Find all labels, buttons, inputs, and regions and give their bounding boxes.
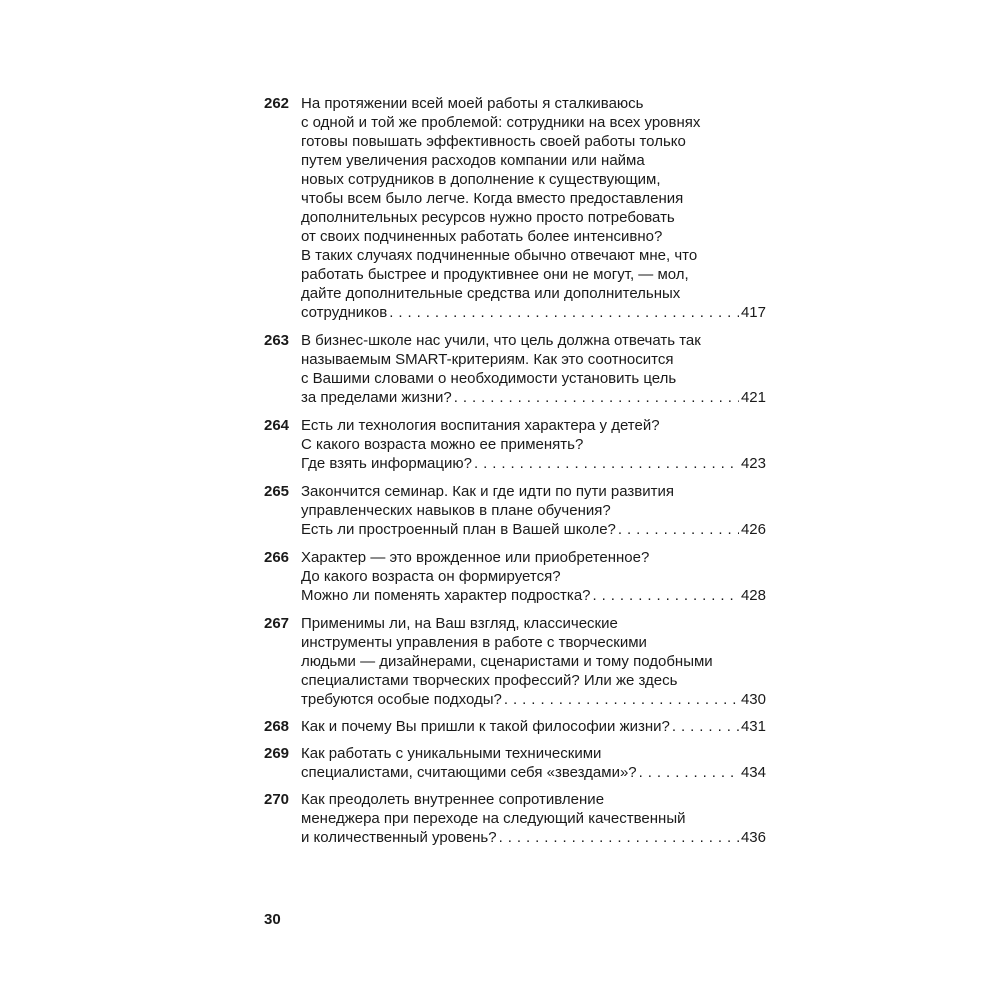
entry-text-line: Можно ли поменять характер подростка? <box>301 587 591 604</box>
entry-text-line: Есть ли простроенный план в Вашей школе? <box>301 521 616 538</box>
entry-page-ref: 436 <box>740 829 766 846</box>
table-of-contents <box>264 94 766 847</box>
entry-text-line: готовы повышать эффективность своей работы только <box>301 133 686 150</box>
entry-number: 263 <box>264 332 290 349</box>
dot-leader <box>618 520 739 539</box>
dot-leader <box>593 586 739 605</box>
entry-page-ref: 430 <box>740 691 766 708</box>
entry-number: 262 <box>264 95 290 112</box>
entry-text-line: До какого возраста он формируется? <box>301 568 561 585</box>
entry-last-line <box>301 690 766 709</box>
entry-page-ref: 426 <box>740 521 766 538</box>
toc-entry-269 <box>264 744 766 782</box>
entry-number: 267 <box>264 615 290 632</box>
entry-text-line: Как работать с уникальными техническими <box>301 745 602 762</box>
entry-last-line <box>301 520 766 539</box>
entry-text-line: С какого возраста можно ее применять? <box>301 436 584 453</box>
entry-text-line: Характер — это врожденное или приобретенное? <box>301 549 650 566</box>
entry-number: 265 <box>264 483 290 500</box>
entry-text-line: Закончится семинар. Как и где идти по пути развития <box>301 483 675 500</box>
entry-number: 270 <box>264 791 290 808</box>
entry-last-line <box>301 586 766 605</box>
entry-text-line: с одной и той же проблемой: сотрудники на всех уровнях <box>301 114 701 131</box>
entry-text-line: чтобы всем было легче. Когда вместо предоставления <box>301 190 684 207</box>
entry-page-ref: 421 <box>740 389 766 406</box>
entry-page-ref: 428 <box>740 587 766 604</box>
entry-text-line: путем увеличения расходов компании или найма <box>301 152 645 169</box>
entry-text-line: инструменты управления в работе с творческими <box>301 634 647 651</box>
toc-entry-267 <box>264 614 766 709</box>
entry-number: 269 <box>264 745 290 762</box>
entry-number: 268 <box>264 718 290 735</box>
toc-entry-263 <box>264 331 766 407</box>
entry-last-line <box>301 717 766 736</box>
entry-text-line: Как и почему Вы пришли к такой философии жизни? <box>301 718 670 735</box>
entry-page-ref: 434 <box>740 764 766 781</box>
entry-text-line: дополнительных ресурсов нужно просто потребовать <box>301 209 675 226</box>
entry-text-line: Где взять информацию? <box>301 455 472 472</box>
entry-text-line: менеджера при переходе на следующий качественный <box>301 810 686 827</box>
entry-text-line: от своих подчиненных работать более интенсивно? <box>301 228 663 245</box>
entry-page-ref: 431 <box>740 718 766 735</box>
entry-text-line: с Вашими словами о необходимости установить цель <box>301 370 677 387</box>
entry-number: 264 <box>264 417 290 434</box>
entry-text-line: специалистами творческих профессий? Или же здесь <box>301 672 678 689</box>
entry-page-ref: 417 <box>740 304 766 321</box>
entry-last-line <box>301 388 766 407</box>
dot-leader <box>639 763 739 782</box>
entry-last-line <box>301 454 766 473</box>
entry-text-line: называемым SMART-критериям. Как это соотносится <box>301 351 674 368</box>
entry-page-ref: 423 <box>740 455 766 472</box>
dot-leader <box>499 828 739 847</box>
entry-text-line: людьми — дизайнерами, сценаристами и тому подобными <box>301 653 713 670</box>
dot-leader <box>672 717 739 736</box>
toc-entry-266 <box>264 548 766 605</box>
entry-text-line: На протяжении всей моей работы я сталкиваюсь <box>301 95 644 112</box>
entry-text-line: требуются особые подходы? <box>301 691 502 708</box>
entry-text-line: управленческих навыков в плане обучения? <box>301 502 611 519</box>
dot-leader <box>504 690 739 709</box>
toc-entry-270 <box>264 790 766 847</box>
dot-leader <box>474 454 739 473</box>
entry-text-line: Есть ли технология воспитания характера у детей? <box>301 417 660 434</box>
toc-entry-264 <box>264 416 766 473</box>
entry-text-line: и количественный уровень? <box>301 829 497 846</box>
entry-last-line <box>301 303 766 322</box>
entry-text-line: сотрудников <box>301 304 388 321</box>
entry-last-line <box>301 763 766 782</box>
toc-entry-268 <box>264 717 766 736</box>
entry-text-line: специалистами, считающими себя «звездами»? <box>301 764 637 781</box>
entry-text-line: дайте дополнительные средства или дополнительных <box>301 285 681 302</box>
entry-text-line: В бизнес-школе нас учили, что цель должна отвечать так <box>301 332 701 349</box>
toc-entry-262 <box>264 94 766 322</box>
entry-text-line: В таких случаях подчиненные обычно отвечают мне, что <box>301 247 698 264</box>
entry-last-line <box>301 828 766 847</box>
entry-text-line: за пределами жизни? <box>301 389 452 406</box>
entry-text-line: Применимы ли, на Ваш взгляд, классические <box>301 615 618 632</box>
dot-leader <box>454 388 739 407</box>
entry-text-line: новых сотрудников в дополнение к существующим, <box>301 171 661 188</box>
entry-text-line: Как преодолеть внутреннее сопротивление <box>301 791 605 808</box>
entry-number: 266 <box>264 549 290 566</box>
page-number: 30 <box>264 911 281 928</box>
toc-entry-265 <box>264 482 766 539</box>
dot-leader <box>389 303 739 322</box>
entry-text-line: работать быстрее и продуктивнее они не могут, — мол, <box>301 266 689 283</box>
